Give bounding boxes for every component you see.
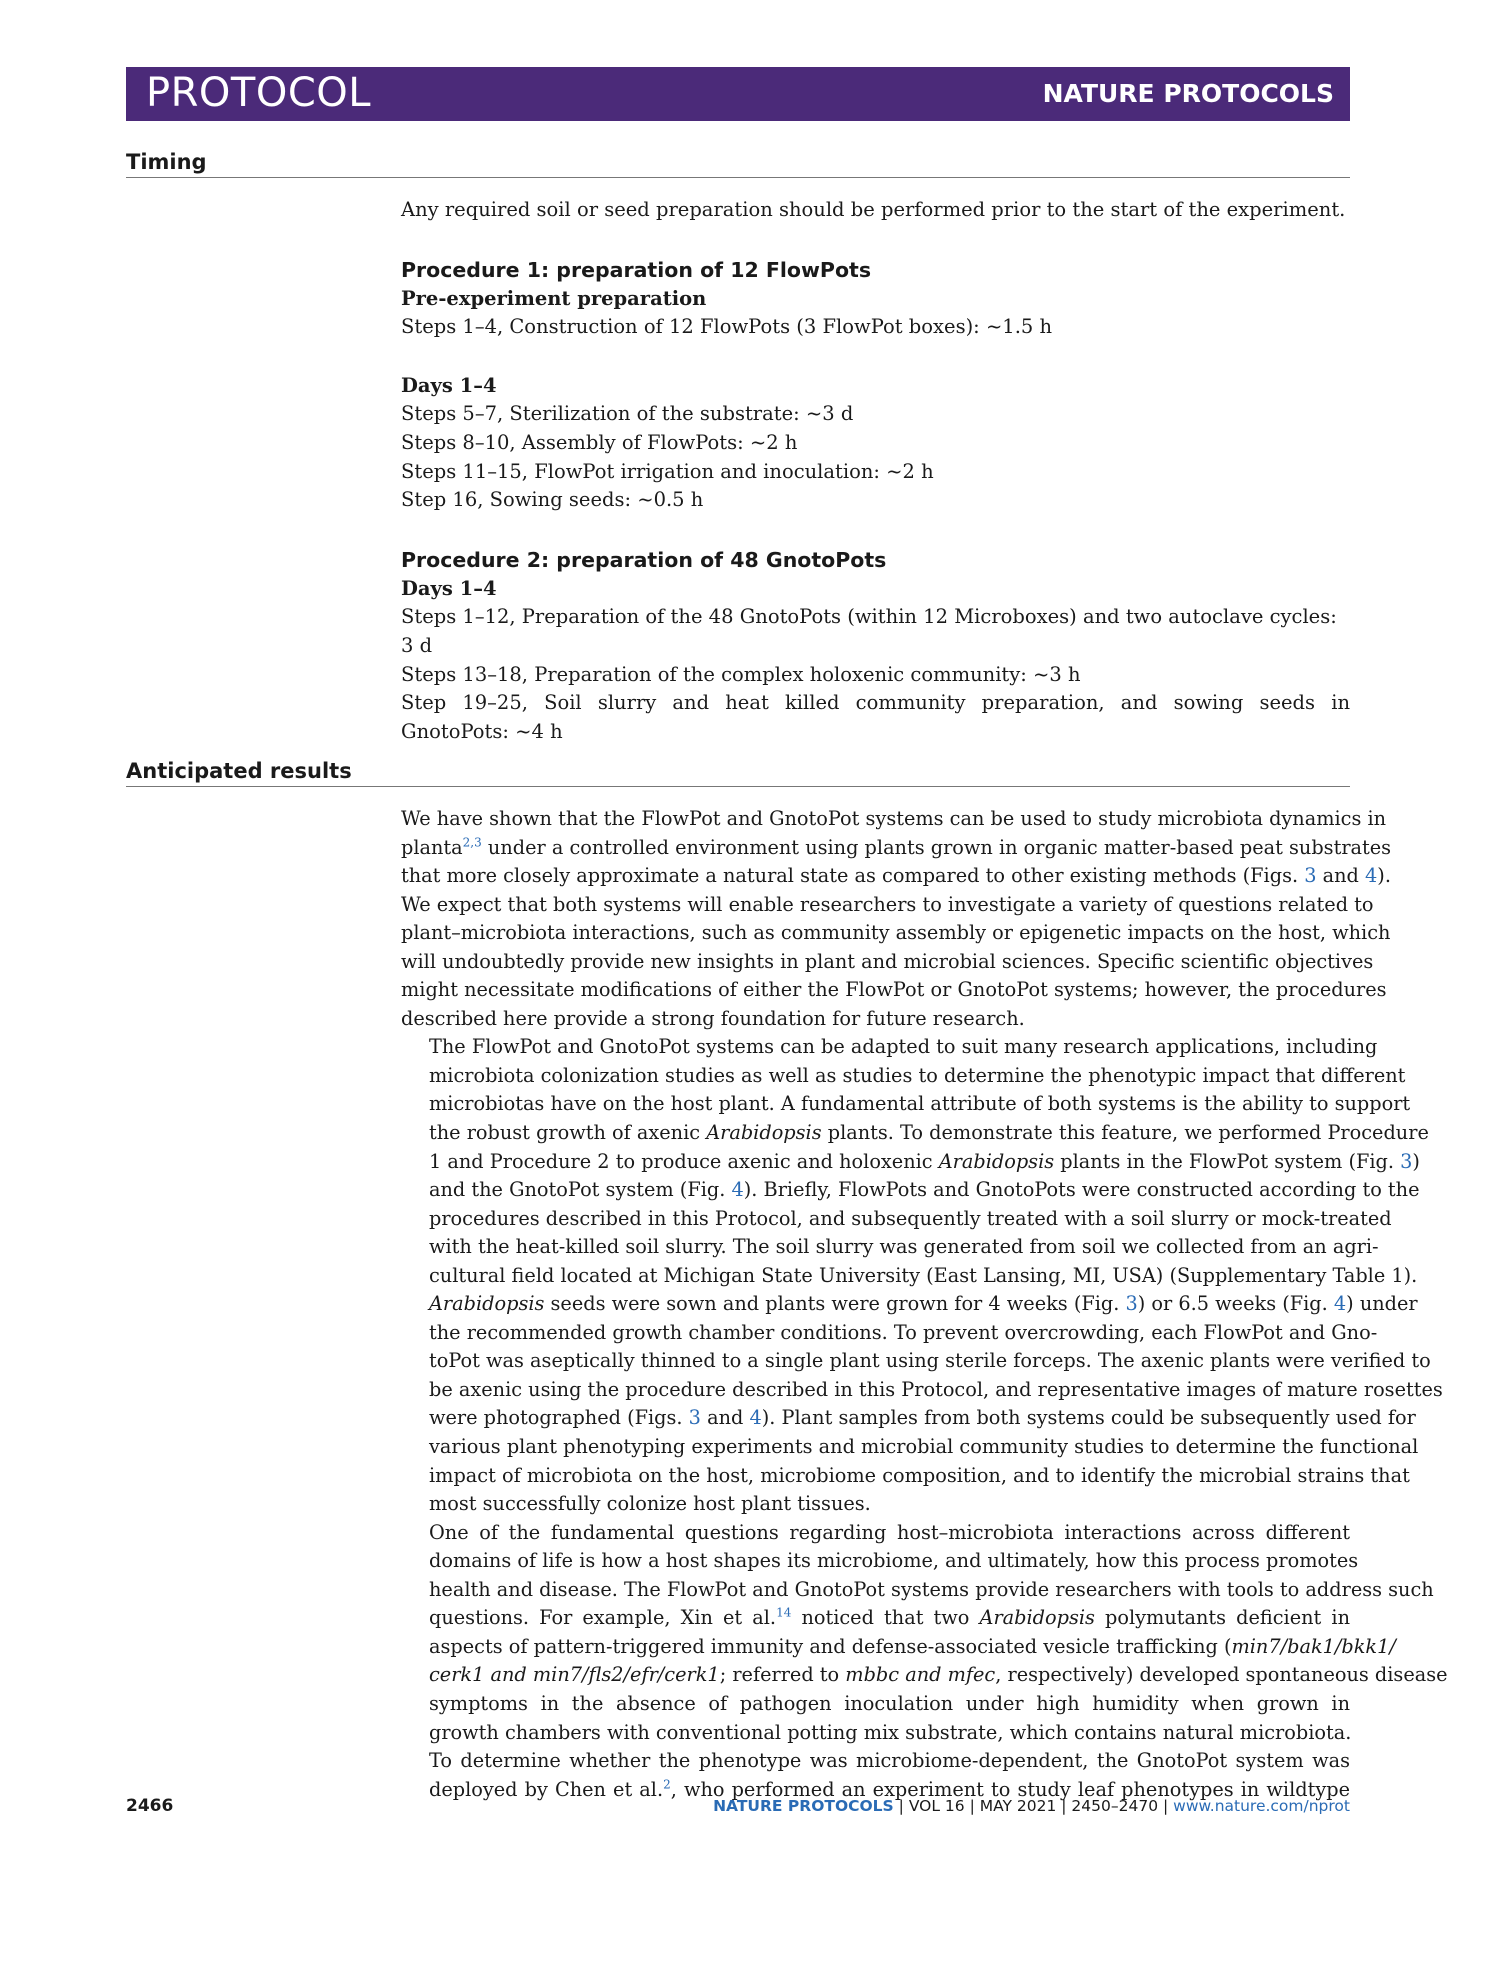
page-number: 2466 [126, 1796, 174, 1816]
footer-date: MAY 2021 [979, 1797, 1057, 1815]
figure-link[interactable]: 3 [1304, 864, 1317, 888]
figure-link[interactable]: 3 [1125, 1292, 1138, 1316]
header-banner [126, 67, 1350, 121]
figure-link[interactable]: 4 [1365, 864, 1378, 888]
figure-link[interactable]: 3 [1400, 1149, 1413, 1173]
procedure-1-title: Procedure 1: preparation of 12 FlowPots [401, 257, 872, 282]
figure-link[interactable]: 3 [688, 1406, 701, 1430]
step-line: Steps 5–7, Sterilization of the substrate: ~3 d [401, 402, 854, 426]
footer-volume: VOL 16 [908, 1797, 965, 1815]
section-heading-timing: Timing [126, 150, 1350, 178]
citation[interactable]: 2,3 [462, 835, 482, 850]
footer-citation: NATURE PROTOCOLS | VOL 16 | MAY 2021 | 2450–2470 | www.nature.com/nprot [713, 1797, 1350, 1815]
step-line: GnotoPots: ~4 h [401, 719, 563, 743]
figure-link[interactable]: 4 [749, 1406, 762, 1430]
procedure-1-pre-heading: Pre-experiment preparation [401, 286, 707, 310]
step-line: Steps 13–18, Preparation of the complex holoxenic community: ~3 h [401, 662, 1081, 686]
procedure-2-days-heading: Days 1–4 [401, 576, 497, 600]
anticipated-results-body [401, 805, 1448, 1804]
article-type-label: PROTOCOL [146, 70, 372, 116]
step-line: Steps 11–15, FlowPot irrigation and inoculation: ~2 h [401, 459, 934, 483]
procedure-1-days-heading: Days 1–4 [401, 373, 497, 397]
figure-link[interactable]: 4 [731, 1178, 744, 1202]
paragraph: We have shown that the FlowPot and GnotoPot systems can be used to study microbiota dynamics in planta$^{2,3}$ under a controlled environment using plants grown in organic matter-based peat substrates that more closely approximate a natural state as compared to other existing methods (Figs. 3 and 4). We expect that both systems will enable researchers to investigate a variety of questions related to plant–microbiota interactions, such as community assembly or epigenetic impacts on the host, which will undoubtedly provide new insights in plant and microbial sciences. Specific scientific objectives might necessitate modifications of either the FlowPot or GnotoPot systems; however, the procedures described here provide a strong foundation for future research. [401, 807, 1392, 1030]
step-line: Steps 1–4, Construction of 12 FlowPots (3 FlowPot boxes): ~1.5 h [401, 315, 1053, 339]
step-line: Step 16, Sowing seeds: ~0.5 h [401, 488, 704, 512]
footer-journal: NATURE PROTOCOLS [713, 1797, 894, 1815]
timing-content [401, 196, 1350, 746]
figure-link[interactable]: 4 [1333, 1292, 1347, 1316]
journal-name: NATURE PROTOCOLS [1042, 79, 1334, 108]
section-heading-anticipated-results: Anticipated results [126, 759, 1350, 787]
timing-intro: Any required soil or seed preparation should be performed prior to the start of the experiment. [401, 198, 1346, 221]
paragraph: One of the fundamental questions regarding host–microbiota interactions across different domains of life is how a host shapes its microbiome, and ultimately, how this process promotes health and disease. The FlowPot and GnotoPot systems provide researchers with tools to address such questions. For example, Xin et al.$^{14}$ noticed that two Arabidopsis polymutants deficient in aspects of pattern-triggered immunity and defense-associated vesicle trafficking (min7/bak1/bkk1/ cerk1 and min7/fls2/efr/cerk1; referred to mbbc and mfec, respectively) developed spontaneous disease symptoms in the absence of pathogen inoculation under high humidity when grown in growth chambers with conventional potting mix substrate, which contains natural microbiota. To determine whether the phenotype was microbiome-dependent, the GnotoPot system was deployed by Chen et al.$^2$, who performed an experiment to study leaf phenotypes in wildtype [429, 1520, 1448, 1801]
step-line: Step 19–25, Soil slurry and heat killed community preparation, and sowing seeds in [401, 691, 1350, 715]
citation[interactable]: 2 [663, 1777, 671, 1792]
footer-url-link[interactable]: www.nature.com/nprot [1173, 1797, 1350, 1815]
footer-pages: 2450–2470 [1071, 1797, 1159, 1815]
step-line: Steps 1–12, Preparation of the 48 GnotoPots (within 12 Microboxes) and two autoclave cycles: 3 d [401, 605, 1337, 657]
citation[interactable]: 14 [776, 1605, 792, 1620]
procedure-2-title: Procedure 2: preparation of 48 GnotoPots [401, 547, 887, 572]
step-line: Steps 8–10, Assembly of FlowPots: ~2 h [401, 430, 798, 454]
paragraph: The FlowPot and GnotoPot systems can be adapted to suit many research applications, including microbiota colonization studies as well as studies to determine the phenotypic impact that different microbiotas have on the host plant. A fundamental attribute of both systems is the ability to support the robust growth of axenic Arabidopsis plants. To demonstrate this feature, we performed Procedure 1 and Procedure 2 to produce axenic and holoxenic Arabidopsis plants in the FlowPot system (Fig. 3) and the GnotoPot system (Fig. 4). Briefly, FlowPots and GnotoPots were constructed according to the procedures described in this Protocol, and subsequently treated with a soil slurry or mock-treated with the heat-killed soil slurry. The soil slurry was generated from soil we collected from an agri- cultural field located at Michigan State University (East Lansing, MI, USA) (Supplementary Table 1). Arabidopsis seeds were sown and plants were grown for 4 weeks (Fig. 3) or 6.5 weeks (Fig. 4) under the recommended growth chamber conditions. To prevent overcrowding, each FlowPot and Gno- toPot was aseptically thinned to a single plant using sterile forceps. The axenic plants were verified to be axenic using the procedure described in this Protocol, and representative images of mature rosettes were photographed (Figs. 3 and 4). Plant samples from both systems could be subsequently used for various plant phenotyping experiments and microbial community studies to determine the functional impact of microbiota on the host, microbiome composition, and to identify the microbial strains that most successfully colonize host plant tissues. [429, 1035, 1443, 1516]
